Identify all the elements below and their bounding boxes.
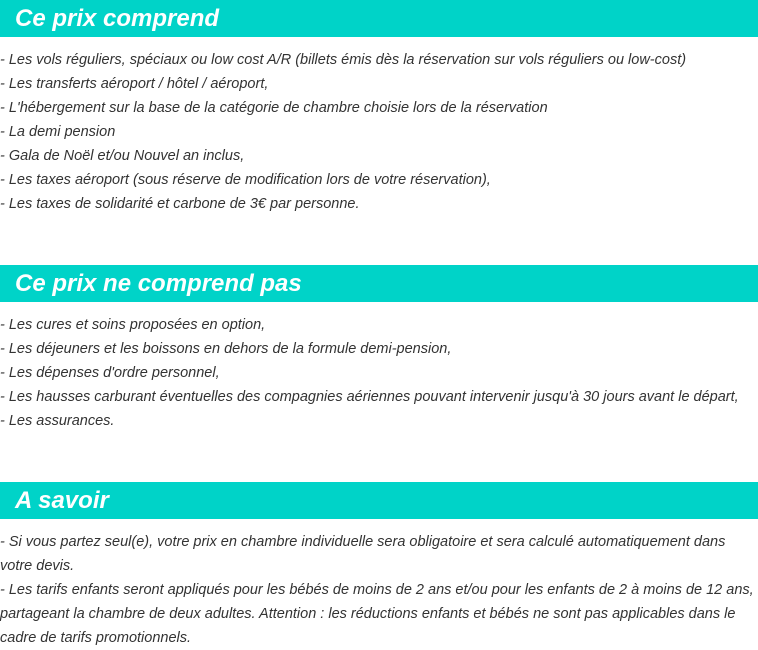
price-includes-list bbox=[0, 37, 758, 216]
list-item: - Les vols réguliers, spéciaux ou low cost A/R (billets émis dès la réservation sur vols réguliers ou low-cost) bbox=[0, 52, 687, 68]
price-excludes-list bbox=[0, 302, 758, 433]
price-includes-section bbox=[0, 0, 758, 216]
good-to-know-heading: A savoir bbox=[0, 482, 758, 519]
price-includes-heading: Ce prix comprend bbox=[0, 0, 758, 37]
list-item: - Les transferts aéroport / hôtel / aéroport, bbox=[0, 76, 269, 92]
good-to-know-section bbox=[0, 482, 758, 650]
list-item: - Les taxes aéroport (sous réserve de modification lors de votre réservation), bbox=[0, 172, 491, 188]
list-item: - Les assurances. bbox=[0, 413, 115, 429]
info-paragraph: - Les tarifs enfants seront appliqués pour les bébés de moins de 2 ans et/ou pour les enfants de 2 à moins de 12 ans, partageant la chambre de deux adultes. Attention : les réductions enfants et bébés ne sont pas applicables dans le cadre de tarifs promotionnels. bbox=[0, 582, 754, 646]
list-item: - Les hausses carburant éventuelles des compagnies aériennes pouvant intervenir jusqu'à 30 jours avant le départ, bbox=[0, 389, 739, 405]
info-paragraph: - Si vous partez seul(e), votre prix en chambre individuelle sera obligatoire et sera calculé automatiquement dans votre devis. bbox=[0, 534, 726, 574]
good-to-know-text bbox=[0, 519, 758, 650]
list-item: - La demi pension bbox=[0, 124, 116, 140]
list-item: - Gala de Noël et/ou Nouvel an inclus, bbox=[0, 148, 245, 164]
price-excludes-section bbox=[0, 265, 758, 433]
list-item: - L'hébergement sur la base de la catégorie de chambre choisie lors de la réservation bbox=[0, 100, 548, 116]
list-item: - Les cures et soins proposées en option, bbox=[0, 317, 266, 333]
list-item: - Les taxes de solidarité et carbone de 3€ par personne. bbox=[0, 196, 360, 212]
list-item: - Les déjeuners et les boissons en dehors de la formule demi-pension, bbox=[0, 341, 452, 357]
list-item: - Les dépenses d'ordre personnel, bbox=[0, 365, 220, 381]
price-excludes-heading: Ce prix ne comprend pas bbox=[0, 265, 758, 302]
